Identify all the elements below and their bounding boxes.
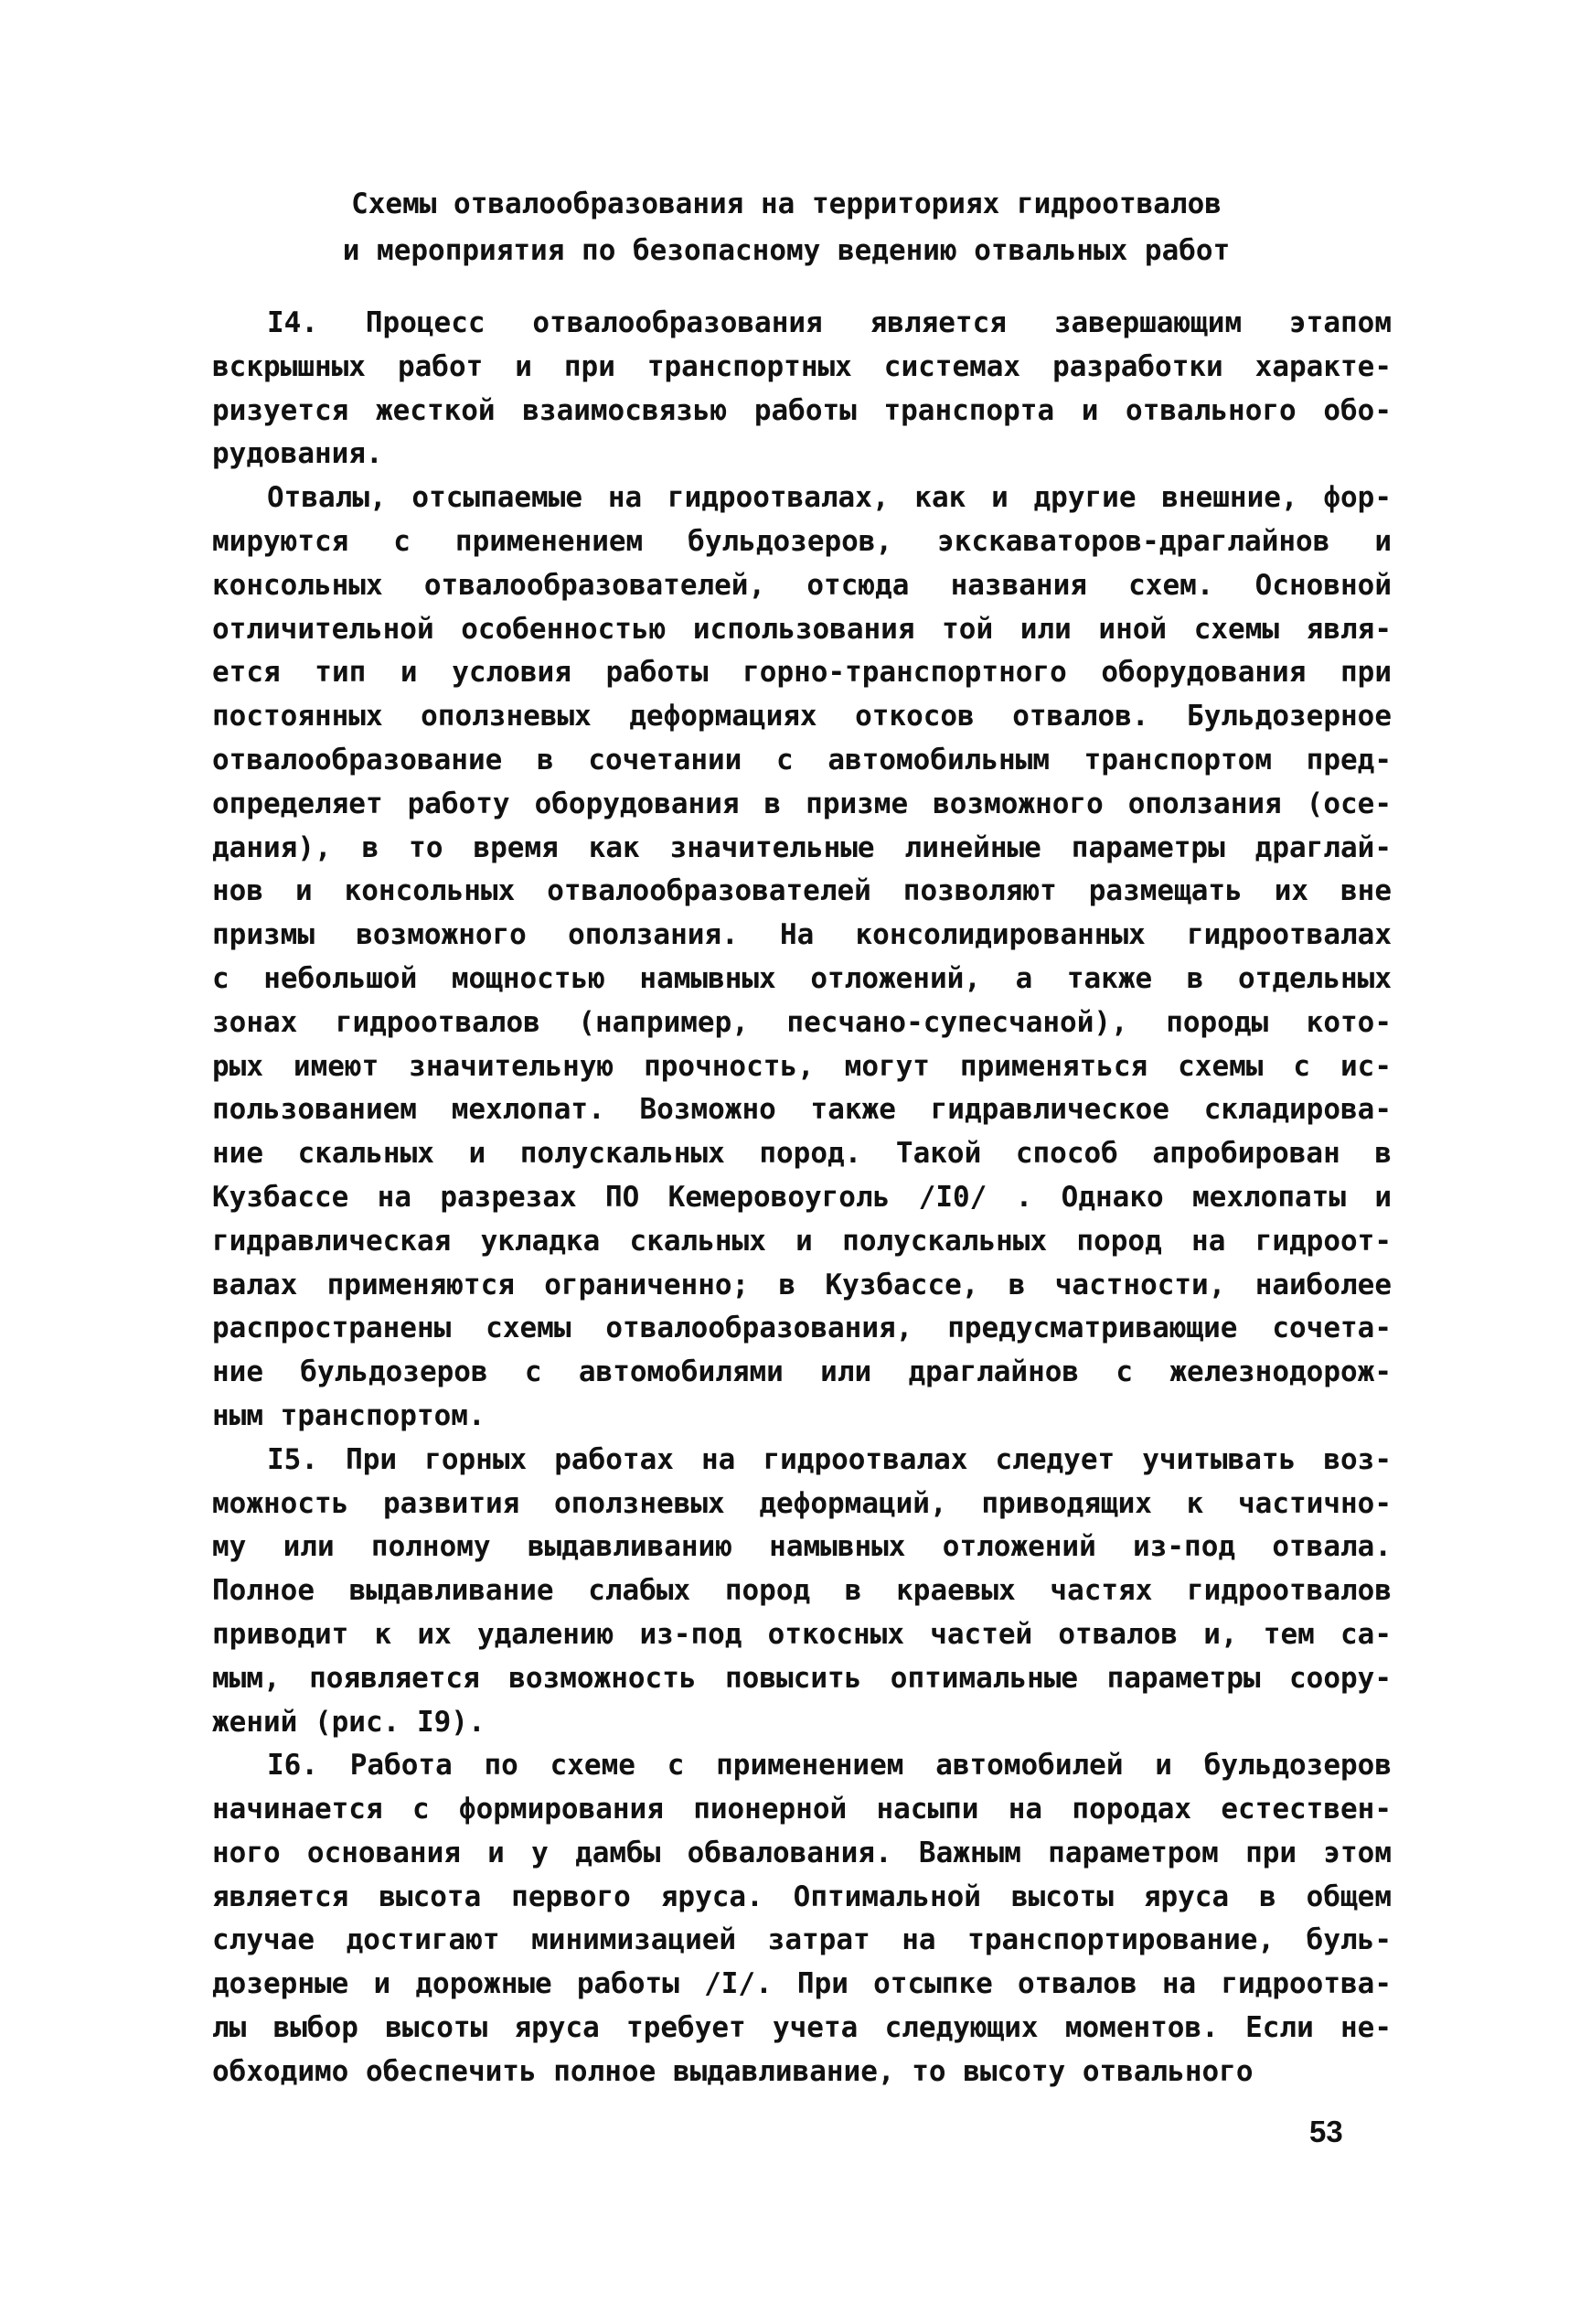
text-line: I4. Процесс отвалообразования является завершающим этапом (267, 306, 1392, 339)
text-line: ние скальных и полускальных пород. Такой способ апробирован в (212, 1137, 1392, 1171)
text-line: определяет работу оборудования в призме возможного оползания (осе- (212, 787, 1392, 820)
text-line: призмы возможного оползания. На консолидированных гидроотвалах (212, 918, 1392, 952)
text-line: жений (рис. I9). (212, 1705, 486, 1739)
body-text (212, 302, 1392, 2094)
text-line: приводит к их удалению из-под откосных частей отвалов и, тем са- (212, 1617, 1392, 1651)
text-line: нов и консольных отвалообразователей позволяют размещать их вне (212, 874, 1392, 908)
text-line: ного основания и у дамбы обвалования. Важным параметром при этом (212, 1836, 1392, 1869)
text-line: дания), в то время как значительные линейные параметры драглай- (212, 830, 1392, 864)
text-line: мым, появляется возможность повысить оптимальные параметры соору- (212, 1661, 1392, 1695)
text-line: пользованием мехлопат. Возможно также гидравлическое складирова- (212, 1093, 1392, 1127)
text-line: отвалообразование в сочетании с автомобильным транспортом пред- (212, 743, 1392, 776)
text-line: постоянных оползневых деформациях откосов отвалов. Бульдозерное (212, 700, 1392, 734)
text-line: начинается с формирования пионерной насыпи на породах естествен- (212, 1793, 1392, 1826)
text-line: I5. При горных работах на гидроотвалах следует учитывать воз- (267, 1442, 1392, 1476)
text-line: с небольшой мощностью намывных отложений, а также в отдельных (212, 961, 1392, 995)
heading-line: Схемы отвалообразования на территориях гидроотвалов (351, 187, 1222, 220)
text-line: ние бульдозеров с автомобилями или драглайнов с железнодорож- (212, 1355, 1392, 1389)
text-line: зонах гидроотвалов (например, песчано-супесчаной), породы кото- (212, 1005, 1392, 1039)
text-line: обходимо обеспечить полное выдавливание, то высоту отвального (212, 2054, 1254, 2088)
text-line: отличительной особенностью использования той или иной схемы явля- (212, 612, 1392, 646)
page-number: 53 (1309, 2115, 1343, 2148)
text-line: является высота первого яруса. Оптимальной высоты яруса в общем (212, 1880, 1392, 1913)
text-line: лы выбор высоты яруса требует учета следующих моментов. Если не- (212, 2011, 1392, 2045)
heading-line: и мероприятия по безопасному ведению отвальных работ (342, 234, 1231, 267)
text-line: Кузбассе на разрезах ПО Кемеровоуголь /I0/ . Однако мехлопаты и (212, 1180, 1392, 1214)
text-line: вскрышных работ и при транспортных системах разработки характе- (212, 349, 1392, 383)
text-line: ризуется жесткой взаимосвязью работы транспорта и отвального обо- (212, 393, 1392, 427)
text-line: распространены схемы отвалообразования, предусматривающие сочета- (212, 1312, 1392, 1345)
text-line: Отвалы, отсыпаемые на гидроотвалах, как и другие внешние, фор- (267, 481, 1392, 515)
text-line: валах применяются ограниченно; в Кузбассе, в частности, наиболее (212, 1268, 1392, 1301)
text-line: дозерные и дорожные работы /I/. При отсыпке отвалов на гидроотва- (212, 1967, 1392, 2001)
text-line: рудования. (212, 437, 383, 471)
text-line: можность развития оползневых деформаций, приводящих к частично- (212, 1486, 1392, 1520)
section-heading (192, 181, 1381, 274)
text-line: мируются с применением бульдозеров, экскаваторов-драглайнов и (212, 524, 1392, 558)
text-line: консольных отвалообразователей, отсюда названия схем. Основной (212, 568, 1392, 602)
text-line: рых имеют значительную прочность, могут применяться схемы с ис- (212, 1049, 1392, 1083)
text-line: случае достигают минимизацией затрат на транспортирование, буль- (212, 1923, 1392, 1957)
text-line: ным транспортом. (212, 1398, 486, 1432)
text-line: му или полному выдавливанию намывных отложений из-под отвала. (212, 1530, 1392, 1564)
text-line: гидравлическая укладка скальных и полускальных пород на гидроот- (212, 1224, 1392, 1258)
text-line: ется тип и условия работы горно-транспортного оборудования при (212, 656, 1392, 690)
text-line: I6. Работа по схеме с применением автомобилей и бульдозеров (267, 1749, 1392, 1783)
text-line: Полное выдавливание слабых пород в краевых частях гидроотвалов (212, 1574, 1392, 1608)
